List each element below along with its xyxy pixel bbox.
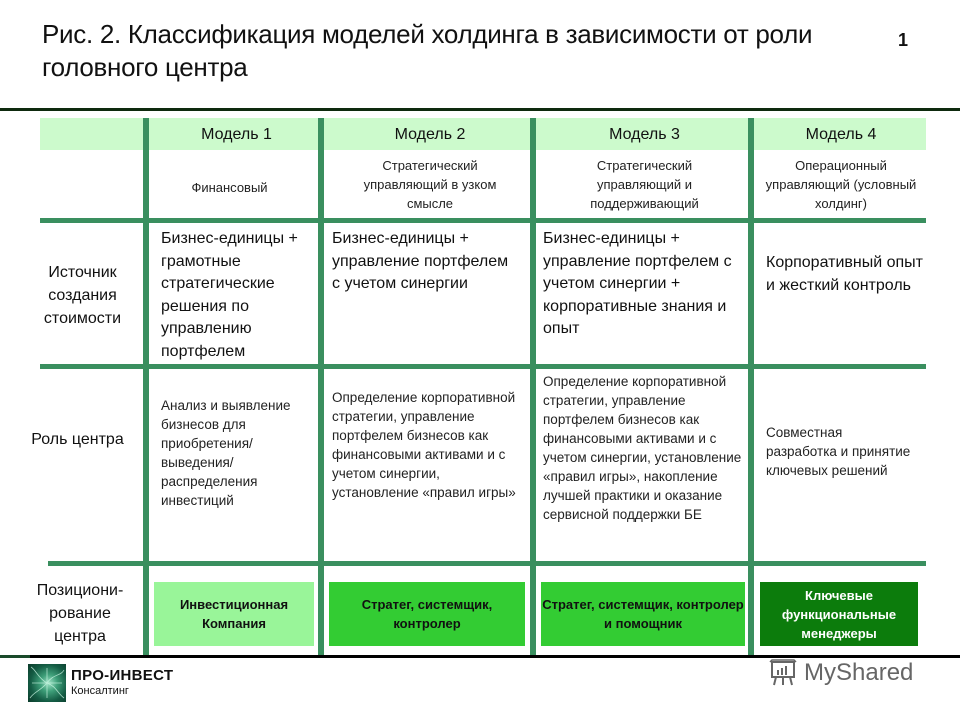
model-3-label: Модель 3	[609, 126, 680, 143]
row-label-positioning: Позициони- рование центра	[36, 582, 124, 645]
slide-title: Рис. 2. Классификация моделей холдинга в зависимости от роли головного центра	[42, 19, 813, 82]
grid-hline-2	[40, 364, 926, 369]
grid-vline-1	[143, 118, 149, 655]
grid-vline-3	[530, 118, 536, 655]
center-role-model-1: Анализ и выявление бизнесов для приобретения/ выведения/ распределения инвестиций	[161, 398, 291, 508]
top-rule	[0, 108, 960, 111]
positioning-model-2: Стратег, системщик, контролер	[329, 582, 525, 646]
watermark	[768, 656, 913, 690]
positioning-model-4: Ключевые функциональные менеджеры	[760, 582, 918, 646]
company-subtitle: Консалтинг	[71, 685, 129, 697]
bottom-rule-accent	[0, 655, 30, 658]
row-label-center-role: Роль центра	[31, 431, 124, 448]
center-role-model-2: Определение корпоративной стратегии, управление портфелем бизнесов как финансовыми активами и с учетом синергии, установление «правил игры»	[332, 390, 516, 500]
grid-hline-3	[48, 561, 926, 566]
model-2-label: Модель 2	[394, 126, 466, 143]
value-source-model-3: Бизнес-единицы + управление портфелем с учетом синергии + корпоративные знания и опыт	[543, 230, 732, 337]
positioning-model-1: Инвестиционная Компания	[154, 582, 314, 646]
model-1-subtitle: Финансовый	[191, 180, 268, 195]
grid-hline-1	[40, 218, 926, 223]
page-number: 1	[898, 30, 909, 50]
positioning-model-3: Стратег, системщик, контролер и помощник	[541, 582, 745, 646]
grid-vline-2	[318, 118, 324, 655]
watermark-text: MyShared	[804, 659, 914, 686]
company-name: ПРО-ИНВЕСТ	[71, 667, 174, 684]
grid-vline-4	[748, 118, 754, 655]
value-source-model-2: Бизнес-единицы + управление портфелем с учетом синергии	[332, 230, 509, 292]
model-3-subtitle: Стратегический управляющий и поддерживающий	[590, 158, 699, 211]
presentation-board-icon	[768, 658, 798, 688]
value-source-model-4: Корпоративный опыт и жесткий контроль	[766, 254, 923, 294]
model-4-subtitle: Операционный управляющий (условный холдинг)	[765, 158, 917, 211]
center-role-model-3: Определение корпоративной стратегии, управление портфелем бизнесов как финансовыми активами и с учетом синергии, установление «правил игры», накопление лучшей практики и оказание сервисной поддержки БЕ	[543, 374, 742, 522]
model-4-label: Модель 4	[805, 126, 877, 143]
company-logo-icon	[28, 664, 66, 702]
model-2-subtitle: Стратегический управляющий в узком смысле	[363, 158, 497, 211]
row-label-value-source: Источник создания стоимости	[43, 264, 122, 327]
center-role-model-4: Совместная разработка и принятие ключевых решений	[766, 425, 911, 478]
model-1-label: Модель 1	[201, 126, 272, 143]
value-source-model-1: Бизнес-единицы + грамотные стратегические решения по управлению портфелем	[161, 230, 298, 360]
